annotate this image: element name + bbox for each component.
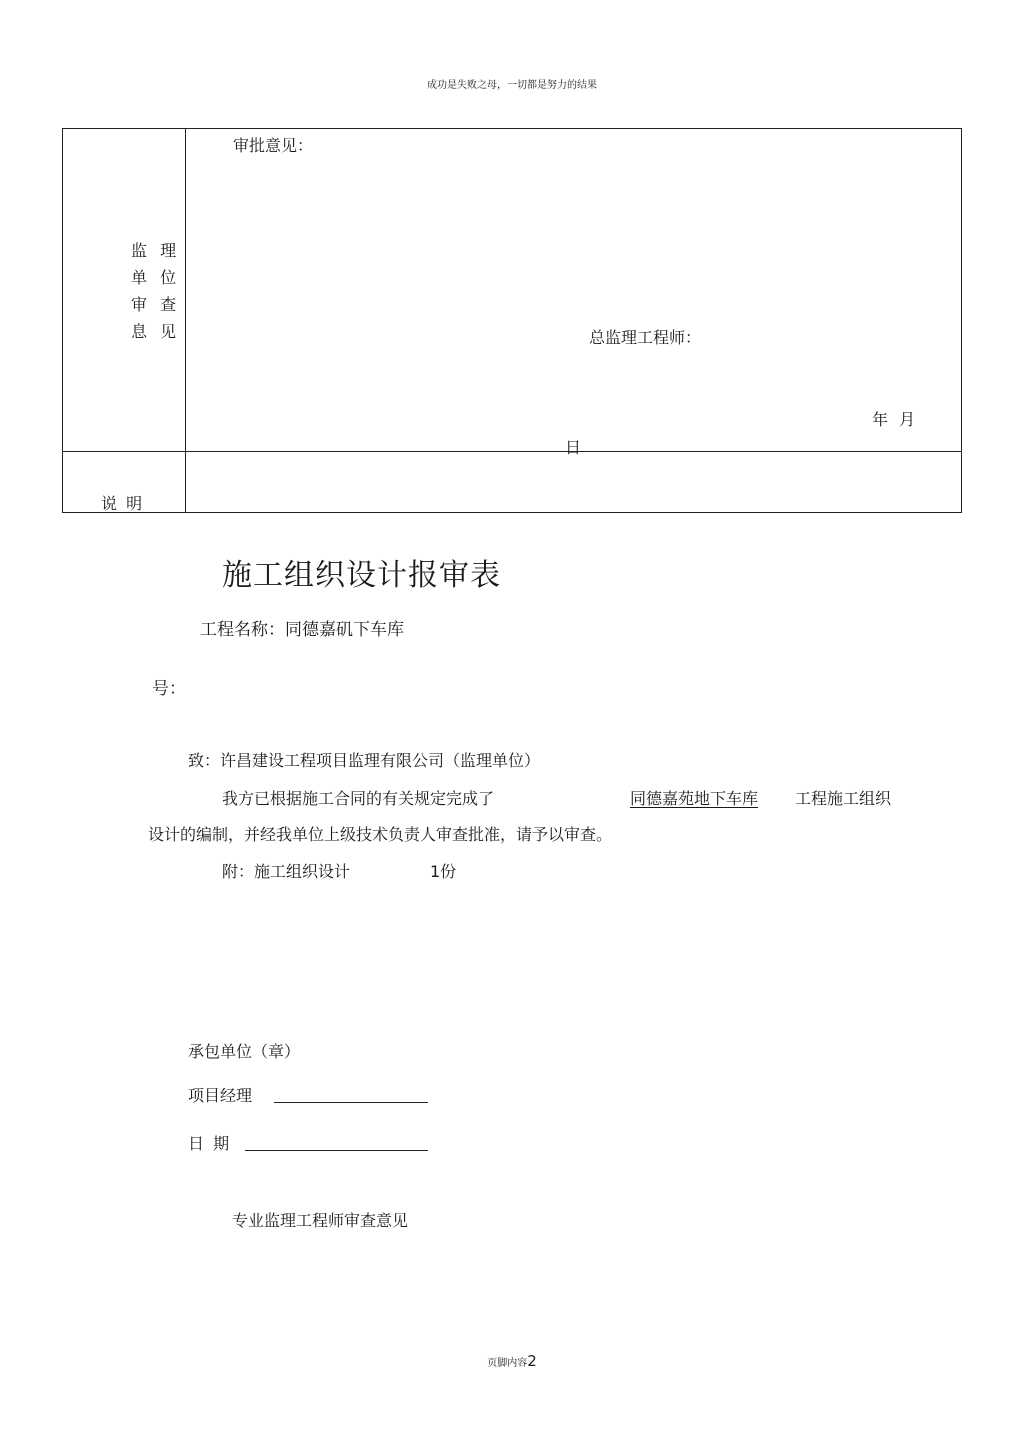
day-label: 日 xyxy=(565,438,582,457)
date-label: 日 期 xyxy=(188,1134,232,1153)
year-month-label: 年 月 xyxy=(872,410,919,429)
specialist-opinion-label: 专业监理工程师审查意见 xyxy=(232,1211,409,1230)
approval-opinion-label: 审批意见： xyxy=(233,136,314,155)
table-row-divider xyxy=(63,451,961,452)
supervision-opinion-label xyxy=(131,237,180,345)
page-number: 2 xyxy=(527,1352,537,1370)
project-manager-label: 项目经理 xyxy=(188,1086,253,1105)
contractor-label: 承包单位（章） xyxy=(188,1042,301,1061)
project-name: 工程名称：同德嘉矶下车库 xyxy=(200,620,404,640)
label-line: 监 理 xyxy=(131,241,181,260)
body-project-name: 同德嘉苑地下车库 xyxy=(630,789,759,808)
recipient-line: 致：许昌建设工程项目监理有限公司（监理单位） xyxy=(188,751,541,770)
label-line: 审 查 xyxy=(131,295,181,314)
page-footer xyxy=(0,1352,1024,1370)
attachment-label: 附：施工组织设计 xyxy=(222,862,351,881)
chief-engineer-label: 总监理工程师： xyxy=(589,328,702,347)
table-column-divider xyxy=(185,129,186,512)
review-table xyxy=(62,128,962,513)
attachment-count: 1份 xyxy=(430,862,457,881)
page-header: 成功是失败之母，一切都是努力的结果 xyxy=(427,80,597,91)
body-prefix: 我方已根据施工合同的有关规定完成了 xyxy=(222,789,495,808)
label-line: 单 位 xyxy=(131,268,181,287)
date-signature-line[interactable] xyxy=(245,1136,428,1151)
body-line-2: 设计的编制，并经我单位上级技术负责人审查批准，请予以审查。 xyxy=(148,825,613,844)
footer-text: 页脚内容 xyxy=(487,1358,528,1369)
notes-label: 说 明 xyxy=(101,494,145,513)
project-manager-signature-line[interactable] xyxy=(274,1088,428,1103)
form-title: 施工组织设计报审表 xyxy=(222,558,501,593)
label-line: 息 见 xyxy=(131,322,181,341)
number-label: 号： xyxy=(152,679,186,699)
body-suffix: 工程施工组织 xyxy=(795,789,892,808)
